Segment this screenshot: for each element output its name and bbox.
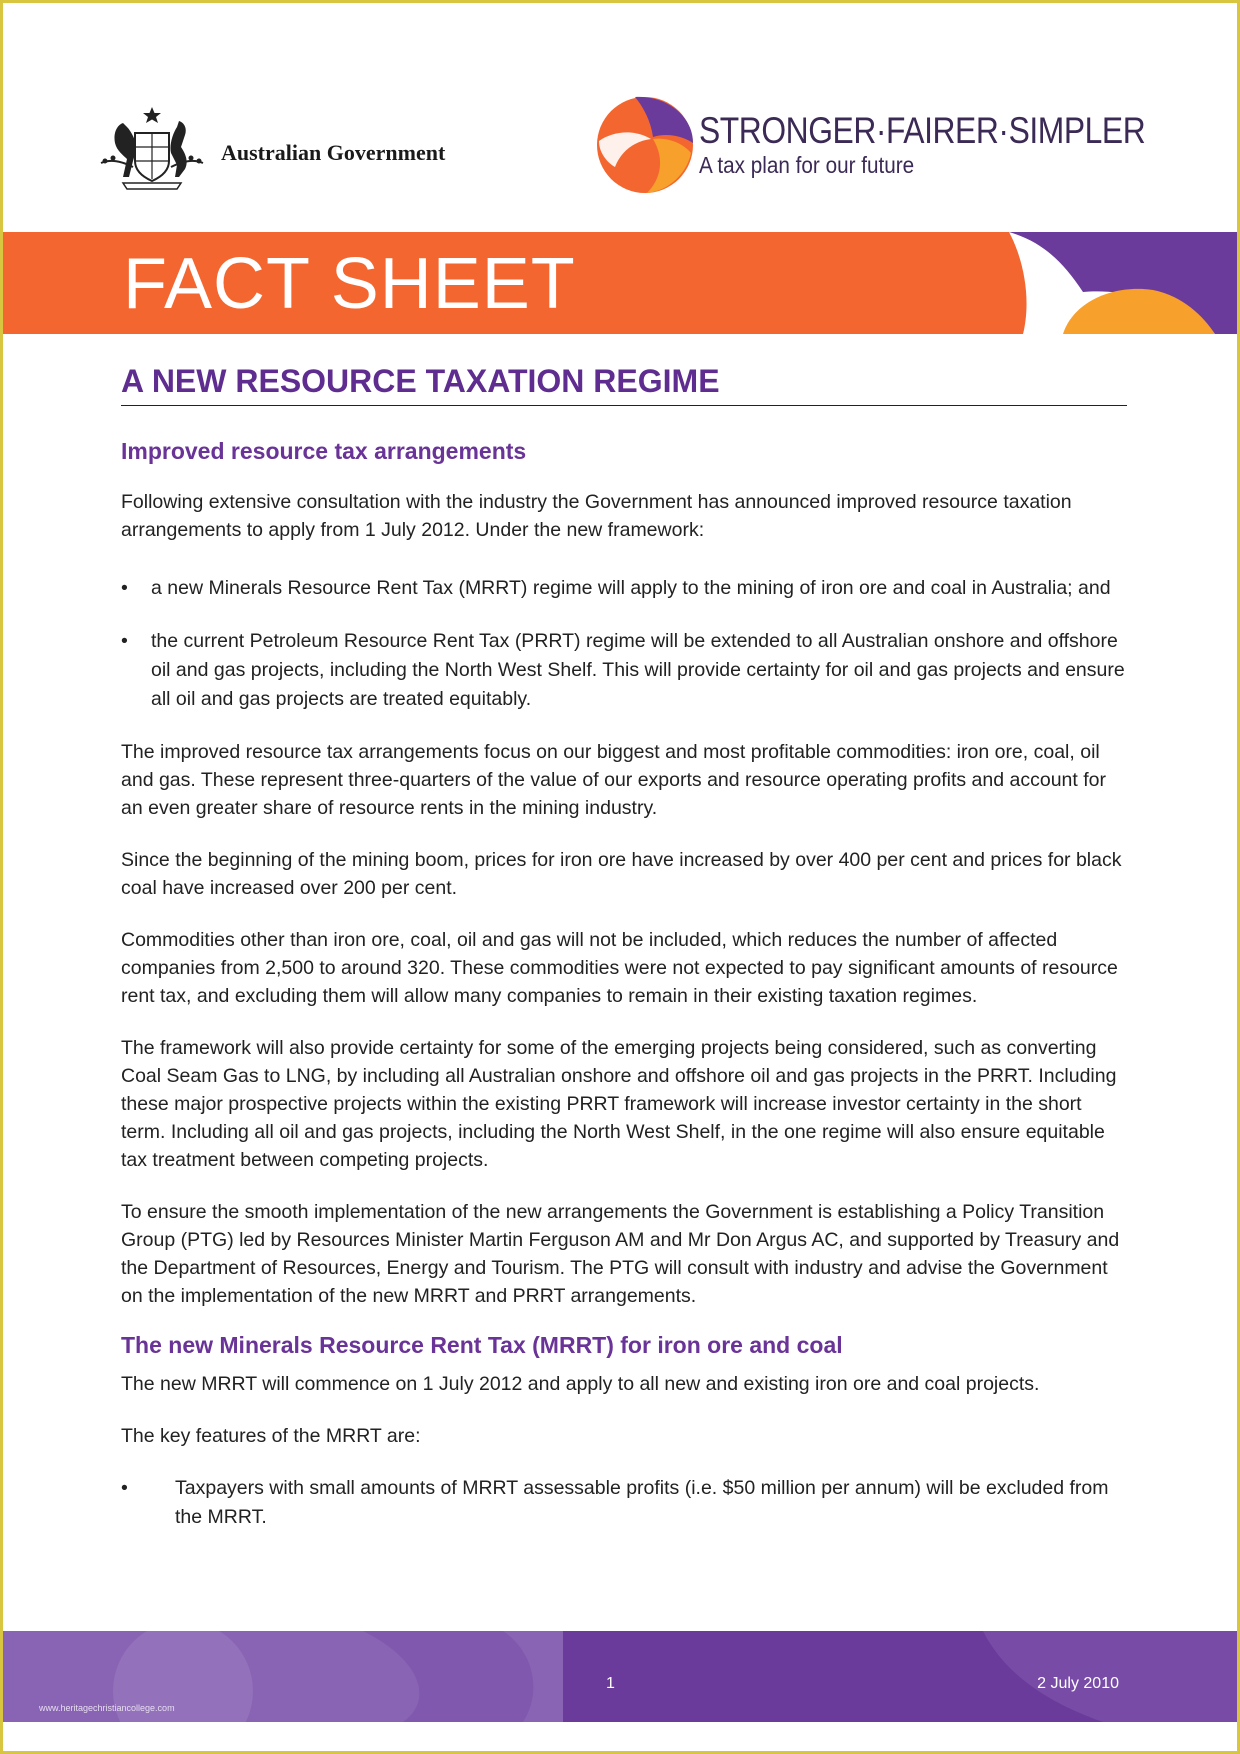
australian-government-logo [93,103,445,193]
document-body [121,359,1131,1532]
page-number: 1 [606,1675,615,1692]
section-heading-improved: Improved resource tax arrangements [121,438,527,464]
paragraph-intro: Following extensive consultation with the industry the Government has announced improved resource taxation arrangements to apply from 1 July 2012. Under the new framework: [121,491,1072,541]
sfs-logo [595,95,1218,195]
title-rule [121,405,1127,406]
sfs-slogan-subtitle: A tax plan for our future [699,152,915,178]
sfs-slogan-title: STRONGER·FAIRER·SIMPLER [699,110,1146,151]
sfs-text [699,111,1218,179]
list-item-text: a new Minerals Resource Rent Tax (MRRT) regime will apply to the mining of iron ore and coal in Australia; and [151,577,1111,599]
fact-sheet-banner [3,232,1237,334]
sfs-swirl-icon [595,95,695,195]
list-item-text: the current Petroleum Resource Rent Tax (PRRT) regime will be extended to all Australian onshore and offshore oil and gas projects, including the North West Shelf. This will provide certainty for oil and gas projects and ensure all oil and gas projects are treated equitably. [151,630,1125,710]
government-name: Australian Government [221,140,446,165]
bullet-icon: • [121,577,128,599]
list-item [121,1474,1131,1532]
document-title: A NEW RESOURCE TAXATION REGIME [121,363,720,399]
banner-title: FACT SHEET [123,244,576,324]
bullet-icon: • [121,630,128,652]
bullet-list-features [121,1474,1131,1532]
section-heading-mrrt: The new Minerals Resource Rent Tax (MRRT) for iron ore and coal [121,1332,843,1358]
watermark-url: www.heritagechristiancollege.com [39,1703,175,1713]
paragraph-ptg: To ensure the smooth implementation of the new arrangements the Government is establishing a Policy Transition Group (PTG) led by Resources Minister Martin Ferguson AM and Mr Don Argus AC, and supported by Treasury and the Department of Resources, Energy and Tourism. The PTG will consult with industry and advise the Government on the implementation of the new MRRT and PRRT arrangements. [121,1201,1120,1307]
paragraph-framework: The framework will also provide certainty for some of the emerging projects being considered, such as converting Coal Seam Gas to LNG, by including all Australian onshore and offshore oil and gas projects in the PRRT. Including these major prospective projects within the existing PRRT framework will increase investor certainty in the short term. Including all oil and gas projects, including the North West Shelf, in the one regime will also ensure equitable tax treatment between competing projects. [121,1037,1117,1171]
list-item [121,627,1131,714]
paragraph-commodities: Commodities other than iron ore, coal, oil and gas will not be included, which reduces the number of affected companies from 2,500 to around 320. These commodities were not expected to pay significant amounts of resource rent tax, and excluding them will allow many companies to remain in their existing taxation regimes. [121,929,1118,1007]
footer-date: 2 July 2010 [1037,1675,1119,1692]
list-item [121,574,1131,603]
bullet-list-frameworks [121,574,1131,714]
paragraph-focus: The improved resource tax arrangements focus on our biggest and most profitable commodities: iron ore, coal, oil and gas. These represent three-quarters of the value of our exports and resource operating profits and account for an even greater share of resource rents in the mining industry. [121,741,1106,819]
paragraph-prices: Since the beginning of the mining boom, prices for iron ore have increased by over 400 per cent and prices for black coal have increased over 200 per cent. [121,849,1122,899]
page-footer [3,1631,1237,1722]
paragraph-mrrt-commence: The new MRRT will commence on 1 July 2012 and apply to all new and existing iron ore and coal projects. [121,1373,1040,1395]
coat-of-arms-icon [93,103,211,193]
list-item-text: Taxpayers with small amounts of MRRT assessable profits (i.e. $50 million per annum) will be excluded from the MRRT. [175,1477,1109,1528]
bullet-icon: • [121,1477,128,1499]
paragraph-key-features: The key features of the MRRT are: [121,1425,421,1447]
